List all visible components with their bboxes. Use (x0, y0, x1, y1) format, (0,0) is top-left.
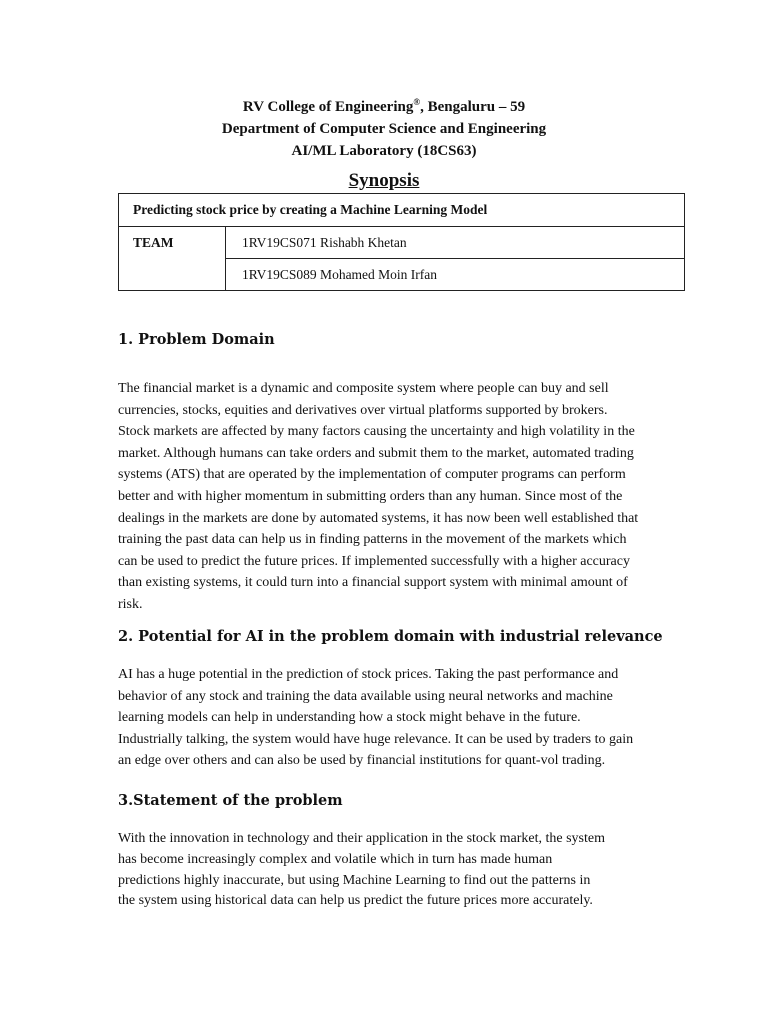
registered-mark: ® (413, 97, 421, 107)
paragraph-line: an edge over others and can also be used by financial institutions for quant-vol trading. (118, 753, 606, 769)
team-label: TEAM (119, 227, 226, 291)
paragraph-line: behavior of any stock and training the data available using neural networks and machine (118, 688, 613, 704)
department-line: Department of Computer Science and Engineering (221, 121, 547, 137)
paragraph-line: learning models can help in understanding how a stock might behave in the future. (118, 710, 581, 726)
section-paragraph (118, 664, 633, 772)
paragraph-line: better and with higher momentum in submitting orders than any human. Since most of the (118, 488, 623, 504)
section-heading: 1. Problem Domain (118, 331, 275, 348)
paragraph-line: has become increasingly complex and volatile which in turn has made human (118, 851, 553, 867)
project-info-table (118, 193, 685, 291)
team-member: 1RV19CS071 Rishabh Khetan (226, 227, 685, 259)
paragraph-line: systems (ATS) that are operated by the implementation of computer programs can perform (118, 467, 626, 483)
paragraph-line: than existing systems, it could turn into a financial support system with minimal amount of (118, 575, 628, 591)
team-member: 1RV19CS089 Mohamed Moin Irfan (226, 259, 685, 291)
project-title: Predicting stock price by creating a Machine Learning Model (119, 194, 685, 227)
paragraph-line: Stock markets are affected by many factors causing the uncertainty and high volatility in the (118, 424, 635, 440)
college-line (0, 91, 768, 118)
paragraph-line: risk. (118, 596, 143, 612)
paragraph-line: predictions highly inaccurate, but using Machine Learning to find out the patterns in (118, 872, 591, 888)
college-name: RV College of Engineering (242, 99, 414, 115)
paragraph-line: can be used to predict the future prices. If implemented successfully with a higher accuracy (118, 553, 630, 569)
section-heading: 2. Potential for AI in the problem domain with industrial relevance (118, 628, 663, 645)
page-title: Synopsis (348, 170, 420, 191)
section-paragraph (118, 829, 605, 912)
paragraph-line: dealings in the markets are done by automated systems, it has now been well established that (118, 510, 639, 526)
paragraph-line: market. Although humans can take orders and submit them to the market, automated trading (118, 445, 634, 461)
paragraph-line: the system using historical data can help us predict the future prices more accurately. (118, 893, 593, 909)
project-title-row (119, 194, 685, 227)
paragraph-line: With the innovation in technology and their application in the stock market, the system (118, 831, 605, 846)
paragraph-line: Industrially talking, the system would have huge relevance. It can be used by traders to gain (118, 731, 634, 747)
paragraph-line: currencies, stocks, equities and derivatives over virtual platforms supported by brokers. (118, 402, 608, 418)
team-row (119, 227, 685, 259)
section-heading: 3.Statement of the problem (118, 792, 343, 809)
section-paragraph (118, 378, 638, 616)
college-location: , Bengaluru – 59 (420, 99, 526, 115)
paragraph-line: The financial market is a dynamic and composite system where people can buy and sell (118, 381, 609, 396)
lab-line: AI/ML Laboratory (18CS63) (291, 143, 477, 159)
document-header (0, 91, 768, 162)
paragraph-line: AI has a huge potential in the prediction of stock prices. Taking the past performance and (118, 667, 619, 682)
paragraph-line: training the past data can help us in finding patterns in the movement of the markets which (118, 532, 627, 548)
